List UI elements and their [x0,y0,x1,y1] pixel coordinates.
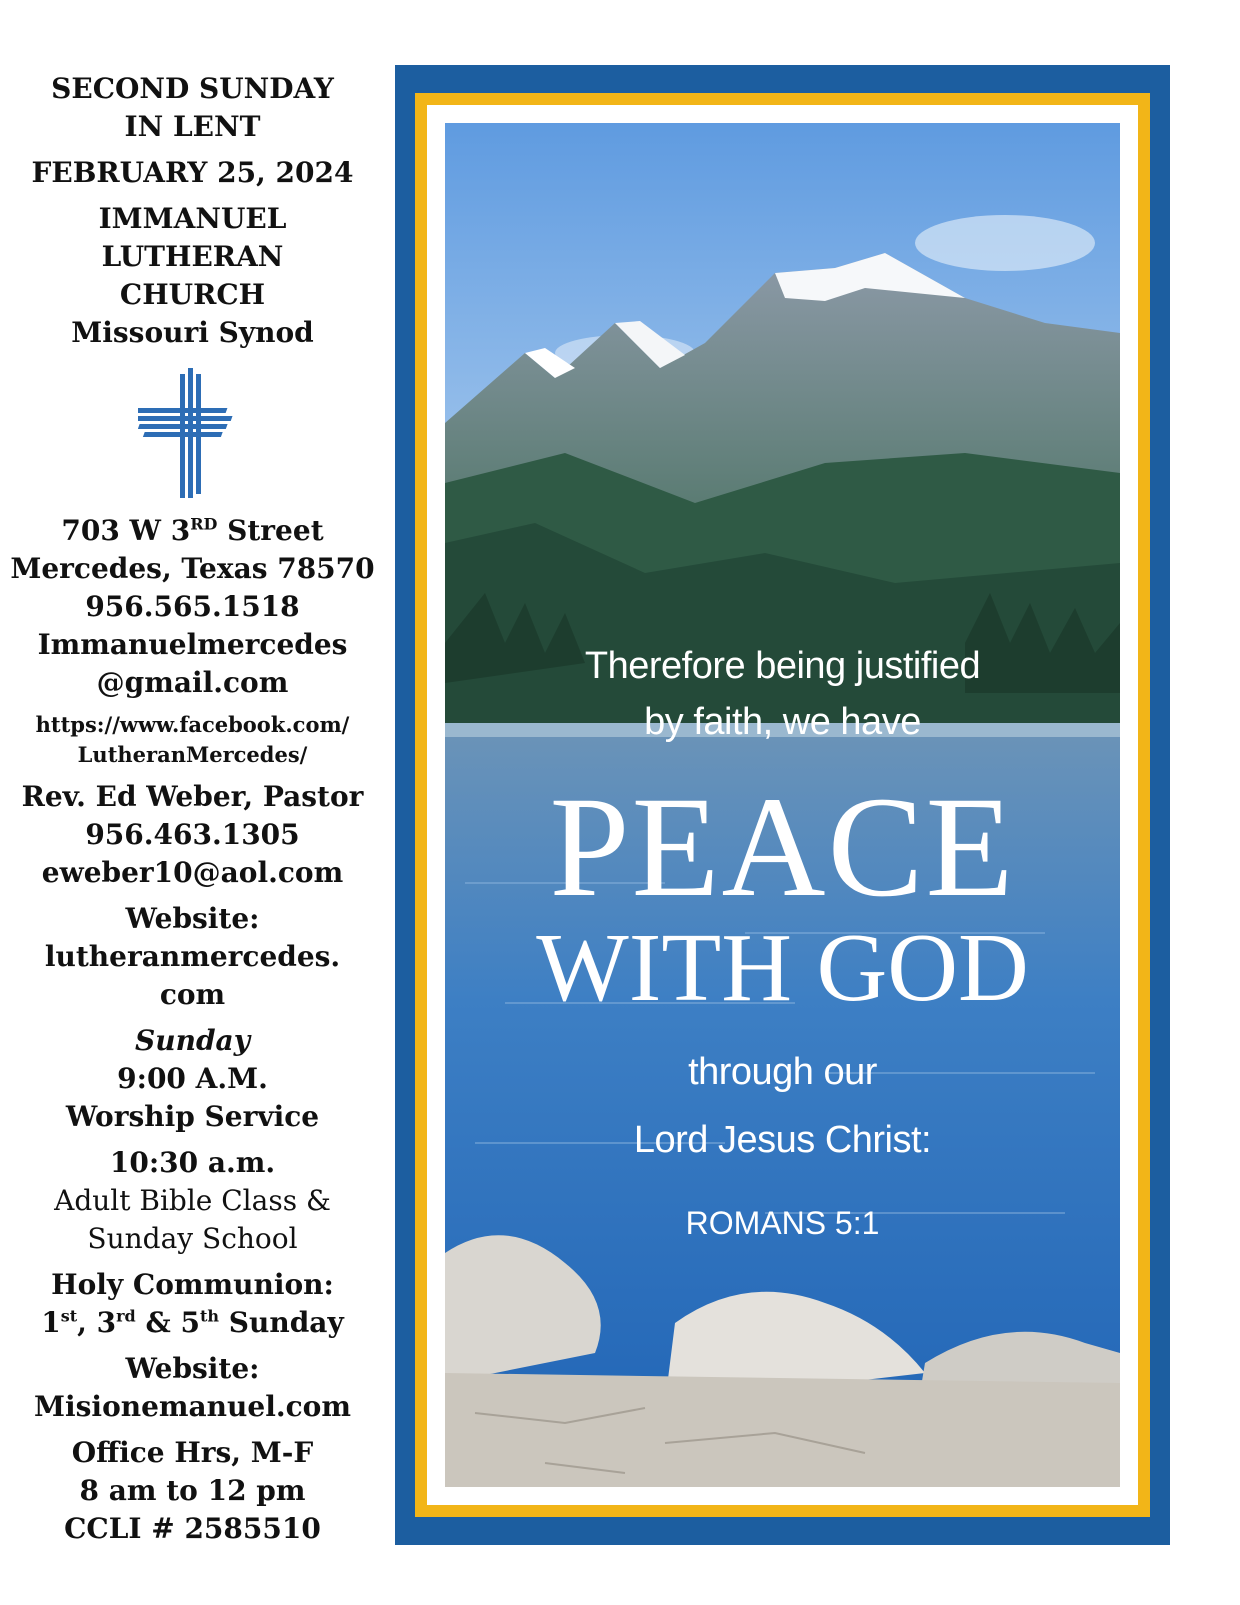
synod-name: Missouri Synod [71,316,314,349]
church-name-line1: IMMANUEL LUTHERAN [98,202,287,273]
service-title-line2: IN LENT [124,110,261,143]
pastor-name: Rev. Ed Weber, Pastor [21,780,364,813]
service-title-line1: SECOND SUNDAY [51,72,334,105]
facebook-link-line2[interactable]: LutheranMercedes/ [77,742,308,767]
poster-frame [395,65,1170,1545]
verse-with-god: WITH GOD [536,914,1029,1022]
class-time: 10:30 a.m. [109,1146,276,1179]
address-street: 703 W 3RD Street [61,514,324,547]
mountain-lake-image [445,123,1120,1487]
poster-white-mat [427,105,1138,1505]
pastor-phone: 956.463.1305 [85,818,300,851]
church-phone: 956.565.1518 [85,590,300,623]
website-label: Website: [125,902,260,935]
class-line1: Adult Bible Class & [54,1184,331,1217]
ccli-number: CCLI # 2585510 [64,1512,321,1545]
website-link-line2[interactable]: com [159,978,226,1011]
website-link-line1[interactable]: lutheranmercedes. [44,940,341,973]
bulletin-sidebar [10,70,375,1556]
church-email-line1[interactable]: Immanuelmercedes [37,628,348,661]
office-hours: 8 am to 12 pm [79,1474,306,1507]
address-city: Mercedes, Texas 78570 [10,552,375,585]
pastor-email[interactable]: eweber10@aol.com [41,856,344,889]
communion-label: Holy Communion: [51,1268,334,1301]
website2-link[interactable]: Misionemanuel.com [34,1390,351,1423]
website2-label: Website: [125,1352,260,1385]
verse-peace: PEACE [549,768,1016,927]
church-email-line2[interactable]: @gmail.com [96,666,289,699]
sunday-label: Sunday [135,1024,250,1057]
church-name-line2: CHURCH [119,278,266,311]
facebook-link-line1[interactable]: https://www.facebook.com/ [35,712,350,737]
worship-time: 9:00 A.M. [117,1062,268,1095]
communion-days: 1st, 3rd & 5th Sunday [41,1306,344,1339]
verse-reference: ROMANS 5:1 [685,1205,880,1241]
verse-closing: through our Lord Jesus Christ: [633,1051,932,1161]
verse-intro: Therefore being justified by faith, we have [584,645,981,743]
worship-service: Worship Service [65,1100,320,1133]
service-date: FEBRUARY 25, 2024 [31,156,354,189]
class-line2: Sunday School [87,1222,298,1255]
poster-gold-border [415,93,1150,1517]
lcms-cross-logo [138,368,248,498]
office-hours-label: Office Hrs, M-F [71,1436,314,1469]
